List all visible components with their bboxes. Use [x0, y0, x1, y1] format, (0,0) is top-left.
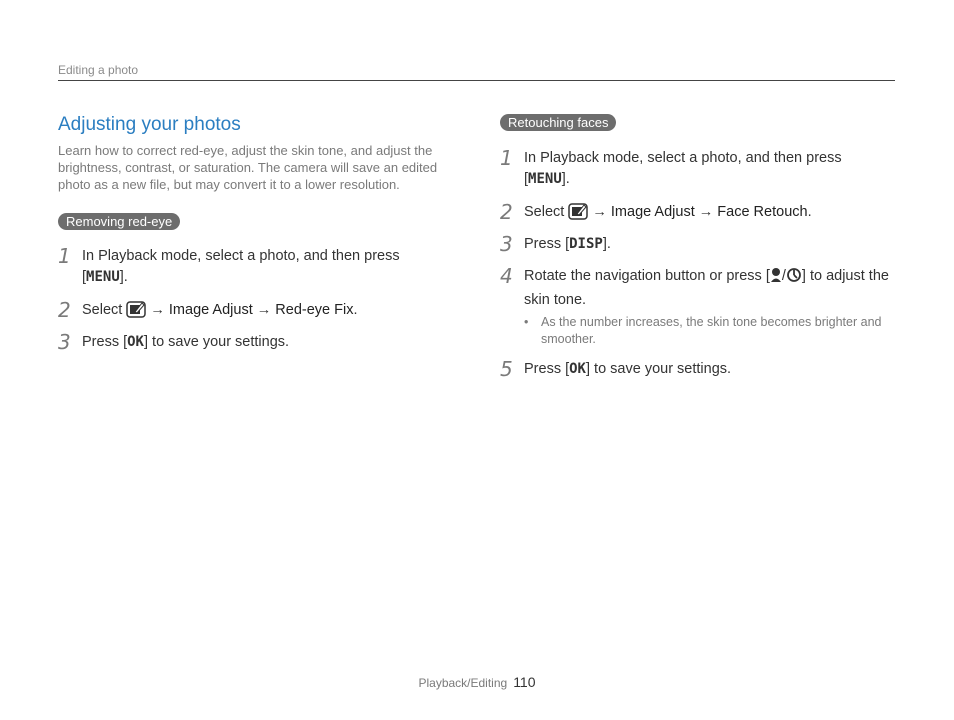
step-number: 3	[58, 330, 71, 354]
step-1	[58, 246, 458, 288]
step-text: Press [	[524, 236, 570, 252]
page-footer	[0, 674, 954, 690]
step-text: ] to adjust the skin tone.	[524, 268, 889, 308]
note-text: As the number increases, the skin tone becomes brighter and smoother.	[541, 315, 882, 346]
step-4	[500, 266, 900, 311]
header-divider	[58, 80, 895, 81]
bracket-close: ].	[561, 171, 570, 187]
menu-red-eye-fix: Red-eye Fix	[275, 302, 354, 318]
step-number: 1	[58, 244, 71, 268]
menu-image-adjust: Image Adjust	[168, 302, 253, 318]
arrow: →	[592, 204, 607, 220]
menu-image-adjust: Image Adjust	[610, 204, 695, 220]
section-title: Adjusting your photos	[58, 114, 241, 135]
step-number: 5	[500, 357, 513, 381]
arrow: →	[150, 302, 165, 318]
step-3	[500, 234, 900, 255]
photo-edit-icon	[568, 202, 588, 220]
footer-label: Playback/Editing	[418, 676, 508, 690]
bullet-dot: •	[524, 315, 529, 329]
arrow: →	[256, 302, 272, 318]
ok-key-icon: OK	[569, 361, 586, 377]
subsection-badge-red-eye: Removing red-eye	[58, 213, 180, 230]
menu-key-icon: MENU	[86, 269, 120, 285]
step-text: Select	[524, 204, 565, 220]
note-bullet	[524, 314, 917, 348]
step-5	[500, 359, 900, 380]
timer-icon	[786, 267, 802, 290]
period: .	[807, 204, 812, 220]
step-number: 4	[500, 264, 513, 288]
period: .	[353, 302, 358, 318]
step-number: 3	[500, 232, 513, 256]
right-column	[500, 114, 900, 380]
step-number: 2	[58, 298, 71, 322]
header-section-label: Editing a photo	[58, 63, 139, 77]
step-text: In Playback mode, select a photo, and then press	[524, 150, 842, 166]
page-number: 110	[513, 674, 536, 690]
photo-edit-icon	[126, 300, 146, 318]
step-2	[58, 300, 458, 321]
subsection-badge-retouching: Retouching faces	[500, 114, 616, 131]
step-text: ] to save your settings.	[585, 361, 732, 377]
step-3	[58, 332, 458, 353]
step-number: 2	[500, 200, 513, 224]
step-text: Press [	[524, 361, 570, 377]
bracket-open: [	[82, 269, 87, 285]
step-1	[500, 148, 900, 190]
ok-key-icon: OK	[127, 334, 144, 350]
step-text: Select	[82, 302, 123, 318]
bracket-open: [	[524, 171, 529, 187]
left-column	[58, 114, 458, 353]
bracket-close: ].	[119, 269, 128, 285]
step-text: Press [	[82, 334, 128, 350]
arrow: →	[698, 204, 714, 220]
step-text: ] to save your settings.	[143, 334, 290, 350]
step-text: Rotate the navigation button or press [	[524, 268, 770, 284]
step-number: 1	[500, 146, 513, 170]
step-2	[500, 202, 900, 223]
menu-face-retouch: Face Retouch	[717, 204, 808, 220]
step-text: ].	[602, 236, 611, 252]
separator: /	[781, 268, 786, 284]
disp-key-icon: DISP	[569, 236, 603, 252]
intro-paragraph: Learn how to correct red-eye, adjust the skin tone, and adjust the brightness, contrast, or saturation. The camera will save an edited photo as a new file, but may convert it to a lower resolution.	[58, 143, 438, 192]
step-text: In Playback mode, select a photo, and then press	[82, 248, 400, 264]
face-icon	[770, 267, 782, 290]
menu-key-icon: MENU	[528, 171, 562, 187]
